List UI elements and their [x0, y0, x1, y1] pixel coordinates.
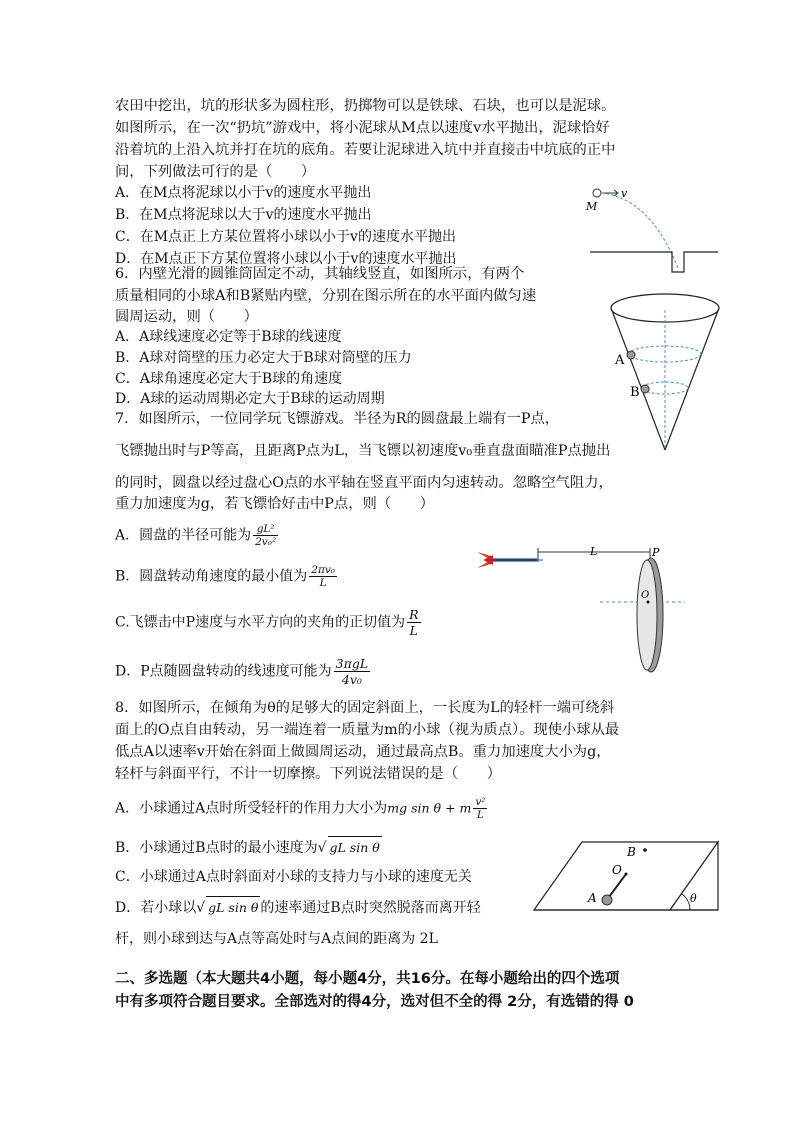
q6-stem-line-1: 6．内壁光滑的圆锥筒固定不动，其轴线竖直，如图所示，有两个 [115, 266, 525, 282]
label-l: L [590, 545, 598, 558]
q6-option-c: C．A球角速度必定大于B球的角速度 [115, 371, 343, 387]
q7-option-d: D．P点随圆盘转动的线速度可能为 $\frac{\text{3πgL}}{\text{4v₀}}$ [115, 656, 369, 687]
q7-option-c: C.飞镖击中P速度与水平方向的夹角的正切值为 $\frac{R}{L}$ [115, 607, 419, 638]
q8-stem-line-3: 低点A以速率v开始在斜面上做圆周运动，通过最高点B。重力加速度大小为g， [115, 744, 611, 760]
q8-option-b: B．小球通过B点时的最小速度为√ gL sin θ [115, 836, 382, 859]
ball-a-icon [627, 351, 635, 359]
label-a: A [588, 891, 597, 905]
q6-stem-line-3: 圆周运动，则（ ） [115, 309, 258, 325]
q8-stem-line-4: 轻杆与斜面平行，不计一切摩擦。下列说法错误的是（ ） [115, 766, 502, 782]
label-p: P [652, 546, 660, 559]
q7-stem-line-2: 飞镖抛出时与P等高，且距离P点为L，当飞镖以初速度v₀垂直盘面瞄准P点抛出 [115, 443, 611, 459]
q7-stem-line-1: 7．如图所示，一位同学玩飞镖游戏。半径为R的圆盘最上端有一P点， [115, 411, 560, 427]
q5-option-d: D．在M点正下方某位置将小球以小于v的速度水平抛出 [115, 251, 457, 267]
cone-right-wall [665, 308, 719, 450]
q5-stem-line-2: 如图所示，在一次“扔坑”游戏中，将小泥球从M点以速度v水平抛出，泥球恰好 [115, 120, 610, 136]
q5-option-b: B．在M点将泥球以大于v的速度水平抛出 [115, 207, 372, 223]
section2-heading-line-1: 二、多选题（本大题共4小题，每小题4分，共16分。在每小题给出的四个选项 [115, 971, 620, 987]
q6-cone-figure [605, 290, 735, 455]
q5-stem-line-1: 农田中挖出，坑的形状多为圆柱形，扔掷物可以是铁球、石块，也可以是泥球。 [115, 98, 616, 114]
ball-icon [602, 895, 612, 905]
q8-option-c: C．小球通过A点时斜面对小球的支持力与小球的速度无关 [115, 869, 472, 885]
q7-stem-line-4: 重力加速度为g，若飞镖恰好击中P点，则（ ） [115, 496, 435, 512]
dart-icon [477, 552, 543, 568]
trajectory-curve [601, 193, 678, 268]
q5-pit-figure [580, 180, 720, 280]
q8-option-d-cont: 杆，则小球到达与A点等高处时与A点间的距离为 2L [115, 931, 438, 947]
section2-heading-line-2: 中有多项符合题目要求。全部选对的得4分，选对但不全的得 2分，有选错的得 0 [115, 994, 634, 1010]
label-o: O [641, 590, 650, 601]
velocity-label: v [621, 187, 628, 200]
label-a: A [615, 353, 625, 368]
q5-option-c: C．在M点正上方某位置将小球以小于v的速度水平抛出 [115, 229, 456, 245]
q7-dart-figure [475, 540, 690, 680]
ball-b-icon [641, 385, 649, 393]
label-o: O [612, 863, 622, 877]
q6-option-a: A．A球线速度必定等于B球的线速度 [115, 329, 342, 345]
label-b: B [630, 385, 640, 400]
orbit-a [629, 346, 701, 362]
q8-stem-line-2: 面上的O点自由转动，另一端连着一质量为m的小球（视为质点）。现使小球从最 [115, 722, 620, 738]
q6-stem-line-2: 质量相同的小球A和B紧贴内壁，分别在图示所在的水平面内做匀速 [115, 288, 537, 304]
q6-option-b: B．A球对筒壁的压力必定大于B球对筒壁的压力 [115, 350, 412, 366]
ground-with-pit [590, 252, 718, 272]
disc-face [637, 560, 657, 670]
point-m-label: M [586, 200, 598, 213]
q8-option-a: A．小球通过A点时所受轻杆的作用力大小为mg sin θ + m $\frac{\text{v²}}{L}$ [115, 796, 486, 821]
label-theta: θ [690, 892, 697, 905]
cone-left-wall [611, 308, 665, 450]
q6-option-d: D．A球的运动周期必定大于B球的运动周期 [115, 391, 385, 407]
q8-stem-line-1: 8．如图所示，在倾角为θ的足够大的固定斜面上，一长度为L的轻杆一端可绕斜 [115, 700, 614, 716]
label-b: B [627, 845, 636, 859]
q7-stem-line-3: 的同时，圆盘以经过盘心O点的水平轴在竖直平面内匀速转动。忽略空气阻力， [115, 475, 613, 491]
q8-option-d: D．若小球以√ gL sin θ 的速率通过B点时突然脱落而离开轻 [115, 896, 481, 919]
q5-option-a: A．在M点将泥球以小于v的速度水平抛出 [115, 185, 372, 201]
q8-incline-figure [530, 836, 730, 916]
ball-icon [593, 189, 601, 197]
q7-option-a: A．圆盘的半径可能为 $\frac{\text{gL²}}{\text{2v₀²}}$ [115, 523, 277, 548]
q7-option-b: B．圆盘转动角速度的最小值为 $\frac{\text{2πv₀}}{L}$ [115, 564, 336, 589]
q5-stem-line-3: 沿着坑的上沿入坑并打在坑的底角。若要让泥球进入坑中并直接击中坑底的正中 [115, 142, 616, 158]
point-b-dot [643, 848, 647, 852]
q5-stem-line-4: 间，下列做法可行的是（ ） [115, 164, 316, 180]
